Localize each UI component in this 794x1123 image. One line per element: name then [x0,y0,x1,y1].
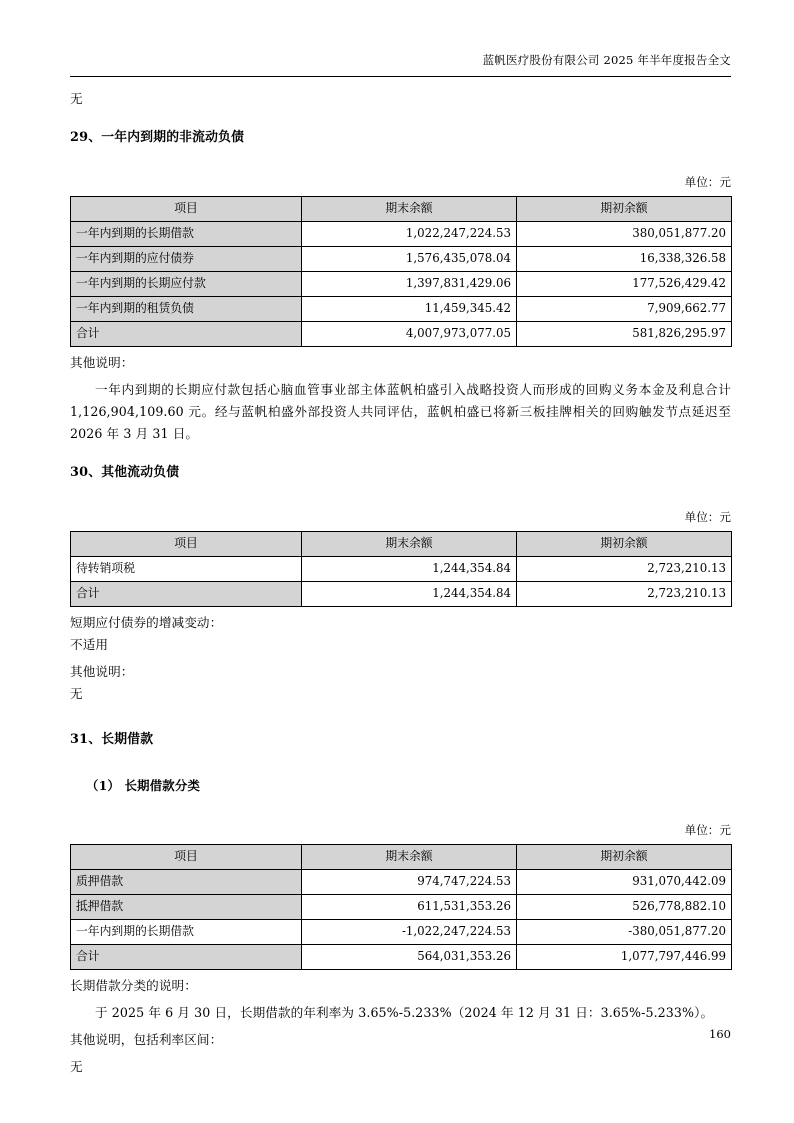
row-ending-balance: 611,531,353.26 [302,895,517,920]
spacer [70,751,731,775]
spacer [70,110,731,127]
column-header-item: 项目 [71,532,302,557]
section-31-table [70,844,732,970]
column-header-beginning-balance: 期初余额 [517,532,732,557]
section-29-heading: 29、一年内到期的非流动负债 [70,130,245,145]
row-beginning-balance: 380,051,877.20 [517,222,732,247]
page-number: 160 [709,1027,731,1041]
row-ending-balance: 1,244,354.84 [302,582,517,607]
row-ending-balance: 1,022,247,224.53 [302,222,517,247]
section-30-short-bond-value: 不适用 [70,637,109,652]
table-header-row [71,532,732,557]
row-ending-balance: 1,576,435,078.04 [302,247,517,272]
row-beginning-balance: 931,070,442.09 [517,870,732,895]
spacer [70,149,731,173]
top-none-marker: 无 [70,91,83,106]
table-header-row [71,845,732,870]
row-ending-balance: 974,747,224.53 [302,870,517,895]
table-row-total [71,945,732,970]
row-item-label: 一年内到期的应付债券 [71,247,302,272]
section-31-heading: 31、长期借款 [70,732,154,747]
row-beginning-balance: 7,909,662.77 [517,297,732,322]
table-row-total [71,322,732,347]
row-beginning-balance: 2,723,210.13 [517,582,732,607]
section-30-heading: 30、其他流动负债 [70,465,180,480]
row-beginning-balance: 2,723,210.13 [517,557,732,582]
row-ending-balance: 564,031,353.26 [302,945,517,970]
section-31-other-note-label: 其他说明，包括利率区间： [70,1032,223,1047]
table-header-row [71,197,732,222]
section-31-classification-note: 于 2025 年 6 月 30 日，长期借款的年利率为 3.65%-5.233%（2024 年 12 月 31 日：3.65%-5.233%）。 [95,1005,714,1020]
section-29-table [70,196,732,347]
column-header-ending-balance: 期末余额 [302,532,517,557]
section-31-other-note-value: 无 [70,1059,83,1074]
section-31-classification-note-label: 长期借款分类的说明： [70,978,197,993]
section-29-notes-label: 其他说明： [70,355,134,370]
header-divider [70,76,731,77]
table-row-total [71,582,732,607]
column-header-beginning-balance: 期初余额 [517,845,732,870]
spacer [70,797,731,821]
section-30-notes-value: 无 [70,686,83,701]
section-30 [70,462,731,705]
table-row [71,297,732,322]
row-item-label: 合计 [71,582,302,607]
row-item-label: 抵押借款 [71,895,302,920]
row-beginning-balance: 16,338,326.58 [517,247,732,272]
row-beginning-balance: 177,526,429.42 [517,272,732,297]
row-item-label: 一年内到期的租赁负债 [71,297,302,322]
table-row [71,272,732,297]
row-ending-balance: 1,397,831,429.06 [302,272,517,297]
column-header-ending-balance: 期末余额 [302,197,517,222]
section-30-short-bond-label: 短期应付债券的增减变动： [70,615,223,630]
column-header-ending-balance: 期末余额 [302,845,517,870]
column-header-item: 项目 [71,845,302,870]
section-30-notes-label: 其他说明： [70,664,134,679]
table-row [71,247,732,272]
row-ending-balance: 1,244,354.84 [302,557,517,582]
section-31-unit-label: 单位：元 [684,823,731,837]
spacer [70,445,731,462]
column-header-item: 项目 [71,197,302,222]
row-beginning-balance: 1,077,797,446.99 [517,945,732,970]
table-row [71,895,732,920]
section-30-table [70,531,732,607]
row-item-label: 待转销项税 [71,557,302,582]
spacer [70,484,731,508]
table-row [71,557,732,582]
row-item-label: 一年内到期的长期借款 [71,222,302,247]
row-item-label: 一年内到期的长期借款 [71,920,302,945]
section-29 [70,127,731,445]
row-beginning-balance: 526,778,882.10 [517,895,732,920]
row-item-label: 质押借款 [71,870,302,895]
section-29-unit-label: 单位：元 [684,175,731,189]
spacer [70,705,731,729]
row-ending-balance: 11,459,345.42 [302,297,517,322]
column-header-beginning-balance: 期初余额 [517,197,732,222]
row-ending-balance: 4,007,973,077.05 [302,322,517,347]
running-header: 蓝帆医疗股份有限公司 2025 年半年度报告全文 [482,53,731,67]
section-30-unit-label: 单位：元 [684,510,731,524]
section-29-note-paragraph: 一年内到期的长期应付款包括心脑血管事业部主体蓝帆柏盛引入战略投资人而形成的回购义务本金及利息合计 1,126,904,109.60 元。经与蓝帆柏盛外部投资人共同评估，蓝帆柏盛已将新三板挂牌相关的回购触发节点延迟至 2026 年 3 月 31 日。 [70,382,731,441]
row-ending-balance: -1,022,247,224.53 [302,920,517,945]
section-31 [70,729,731,1078]
row-item-label: 一年内到期的长期应付款 [71,272,302,297]
table-row [71,222,732,247]
table-row [71,920,732,945]
row-beginning-balance: 581,826,295.97 [517,322,732,347]
row-item-label: 合计 [71,322,302,347]
row-beginning-balance: -380,051,877.20 [517,920,732,945]
section-31-sub-heading: （1） 长期借款分类 [86,778,201,793]
row-item-label: 合计 [71,945,302,970]
table-row [71,870,732,895]
page-content [70,88,731,1078]
